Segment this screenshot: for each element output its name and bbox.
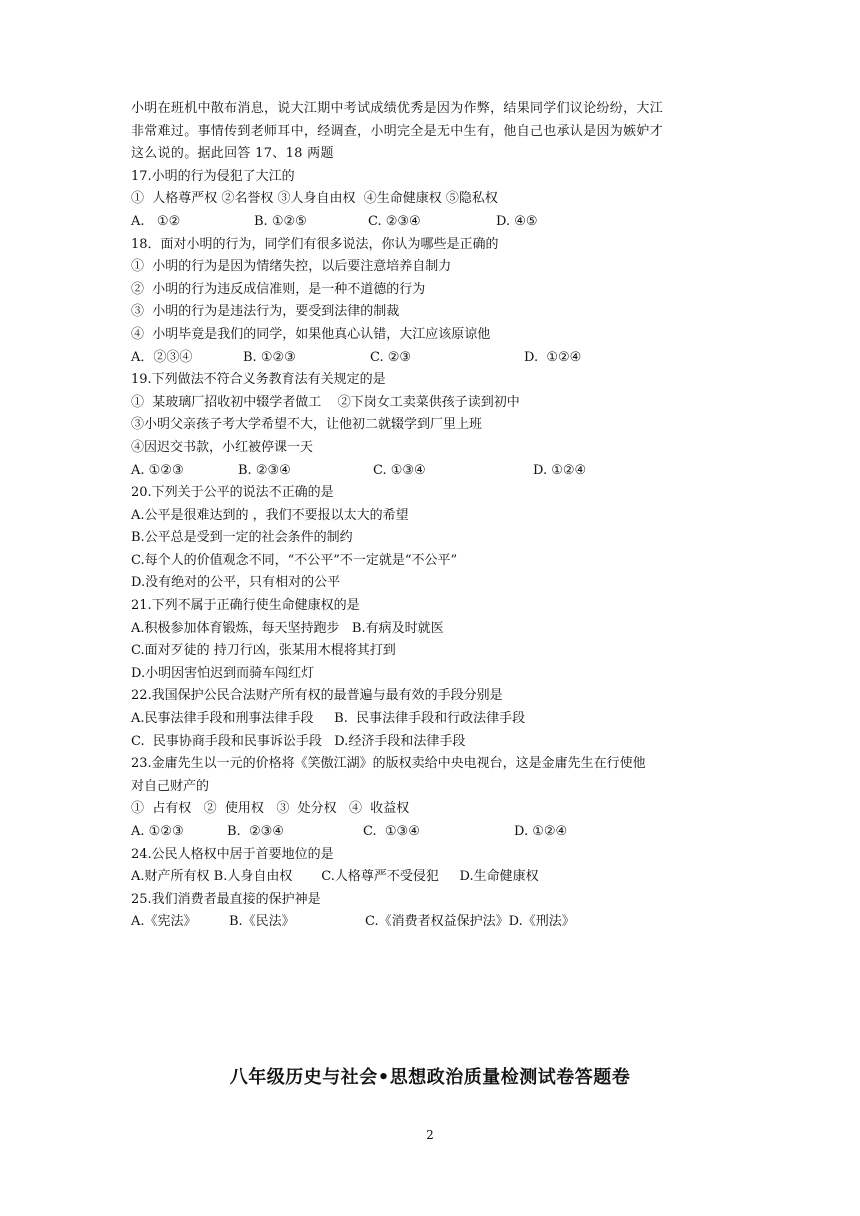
answer-options [131, 211, 751, 234]
answer-options: A.财产所有权 B.人身自由权 C.人格尊严不受侵犯 D.生命健康权 [131, 869, 539, 885]
question-item: ③ 小明的行为是违法行为，要受到法律的制裁 [131, 304, 400, 320]
question-item: ④ 小明毕竟是我们的同学，如果他真心认错，大江应该原谅他 [131, 326, 491, 342]
option-c: C. ②③ [370, 349, 412, 365]
question-20 [131, 482, 751, 595]
question-stem: 19.下列做法不符合义务教育法有关规定的是 [131, 372, 386, 388]
question-19 [131, 369, 751, 482]
option-c: C. ①③④ [363, 824, 420, 839]
answer-options [131, 347, 751, 370]
option-a: A.《宪法》 [131, 914, 197, 930]
question-item: ③小明父亲孩子考大学希望不大，让他初二就辍学到厂里上班 [131, 417, 483, 433]
question-stem: 22.我国保护公民合法财产所有权的最普遍与最有效的手段分别是 [131, 688, 503, 704]
question-22 [131, 685, 751, 753]
option-a: A. ①②③ [131, 462, 184, 478]
answer-options [131, 821, 751, 844]
option-c: C. ②③④ [368, 213, 421, 229]
question-item: ① 小明的行为是因为情绪失控，以后要注意培养自制力 [131, 259, 452, 275]
question-items: ① 占有权 ② 使用权 ③ 处分权 ④ 收益权 [131, 801, 410, 817]
question-item: ② 小明的行为违反成信准则，是一种不道德的行为 [131, 281, 426, 297]
question-stem: 17.小明的行为侵犯了大江的 [131, 168, 295, 184]
option-b: B.《民法》 [229, 914, 295, 930]
answer-options [131, 911, 751, 934]
option-b: B. ②③④ [227, 824, 284, 839]
question-21 [131, 595, 751, 685]
question-23 [131, 753, 751, 843]
question-stem: 25.我们消费者最直接的保护神是 [131, 891, 321, 907]
question-24 [131, 844, 751, 889]
answer-options [131, 460, 751, 483]
question-stem: 21.下列不属于正确行使生命健康权的是 [131, 598, 360, 614]
option-a-b: A.民事法律手段和刑事法律手段 B. 民事法律手段和行政法律手段 [131, 711, 526, 727]
answer-sheet-title: 八年级历史与社会•思想政治质量检测试卷答题卷 [229, 1067, 631, 1088]
option-b: B. ①②③ [243, 349, 296, 365]
page-number: 2 [426, 1128, 434, 1142]
option-b: B. ②③④ [238, 462, 291, 478]
question-stem-continued: 对自己财产的 [131, 778, 210, 794]
passage-line: 非常难过。事情传到老师耳中，经调查，小明完全是无中生有，他自己也承认是因为嫉妒才 [131, 123, 664, 139]
passage-line: 小明在班机中散布消息，说大江期中考试成绩优秀是因为作弊，结果同学们议论纷纷，大江 [131, 101, 664, 116]
option-d: D.没有绝对的公平，只有相对的公平 [131, 575, 341, 591]
option-a: A．②③④ [131, 349, 193, 365]
option-d: D. ④⑤ [496, 213, 538, 229]
option-c-d: C. 民事协商手段和民事诉讼手段 D.经济手段和法律手段 [131, 733, 466, 749]
option-b: B. ①②⑤ [254, 213, 307, 229]
question-items: ① 人格尊严权 ②名誉权 ③人身自由权 ④生命健康权 ⑤隐私权 [131, 191, 498, 207]
exam-content [131, 98, 751, 934]
question-stem: 18．面对小明的行为，同学们有很多说法，你认为哪些是正确的 [131, 236, 499, 252]
option-d: D. ①②④ [524, 349, 582, 365]
reading-passage [131, 98, 751, 166]
option-c-d: C.《消费者权益保护法》D.《刑法》 [365, 914, 575, 930]
question-stem: 24.公民人格权中居于首要地位的是 [131, 846, 334, 862]
question-18 [131, 234, 751, 370]
option-d: D. ①②④ [533, 462, 587, 478]
option-c: C.面对歹徒的 持刀行凶，张某用木棍将其打到 [131, 643, 396, 659]
option-d: D. ①②④ [514, 824, 568, 839]
question-item: ① 某玻璃厂招收初中辍学者做工 ②下岗女工卖菜供孩子读到初中 [131, 394, 520, 410]
passage-line: 这么说的。据此回答 17、18 两题 [131, 146, 334, 162]
option-a-b: A.积极参加体育锻炼，每天坚持跑步 B.有病及时就医 [131, 620, 444, 636]
option-b: B.公平总是受到一定的社会条件的制约 [131, 530, 353, 546]
option-c: C. ①③④ [373, 462, 426, 478]
question-item: ④因迟交书款，小红被停课一天 [131, 439, 314, 455]
question-17 [131, 166, 751, 234]
option-c: C.每个人的价值观念不同，“不公平”不一定就是“不公平” [131, 552, 458, 568]
question-stem: 23.金庸先生以一元的价格将《笑傲江湖》的版权卖给中央电视台，这是金庸先生在行使他 [131, 756, 646, 772]
question-25 [131, 889, 751, 934]
option-a: A. ①② [131, 213, 181, 229]
option-d: D.小明因害怕迟到而骑车闯红灯 [131, 665, 315, 681]
option-a: A. ①②③ [131, 824, 184, 839]
option-a: A.公平是很难达到的 ，我们不要报以太大的希望 [131, 507, 409, 523]
question-stem: 20.下列关于公平的说法不正确的是 [131, 485, 334, 501]
